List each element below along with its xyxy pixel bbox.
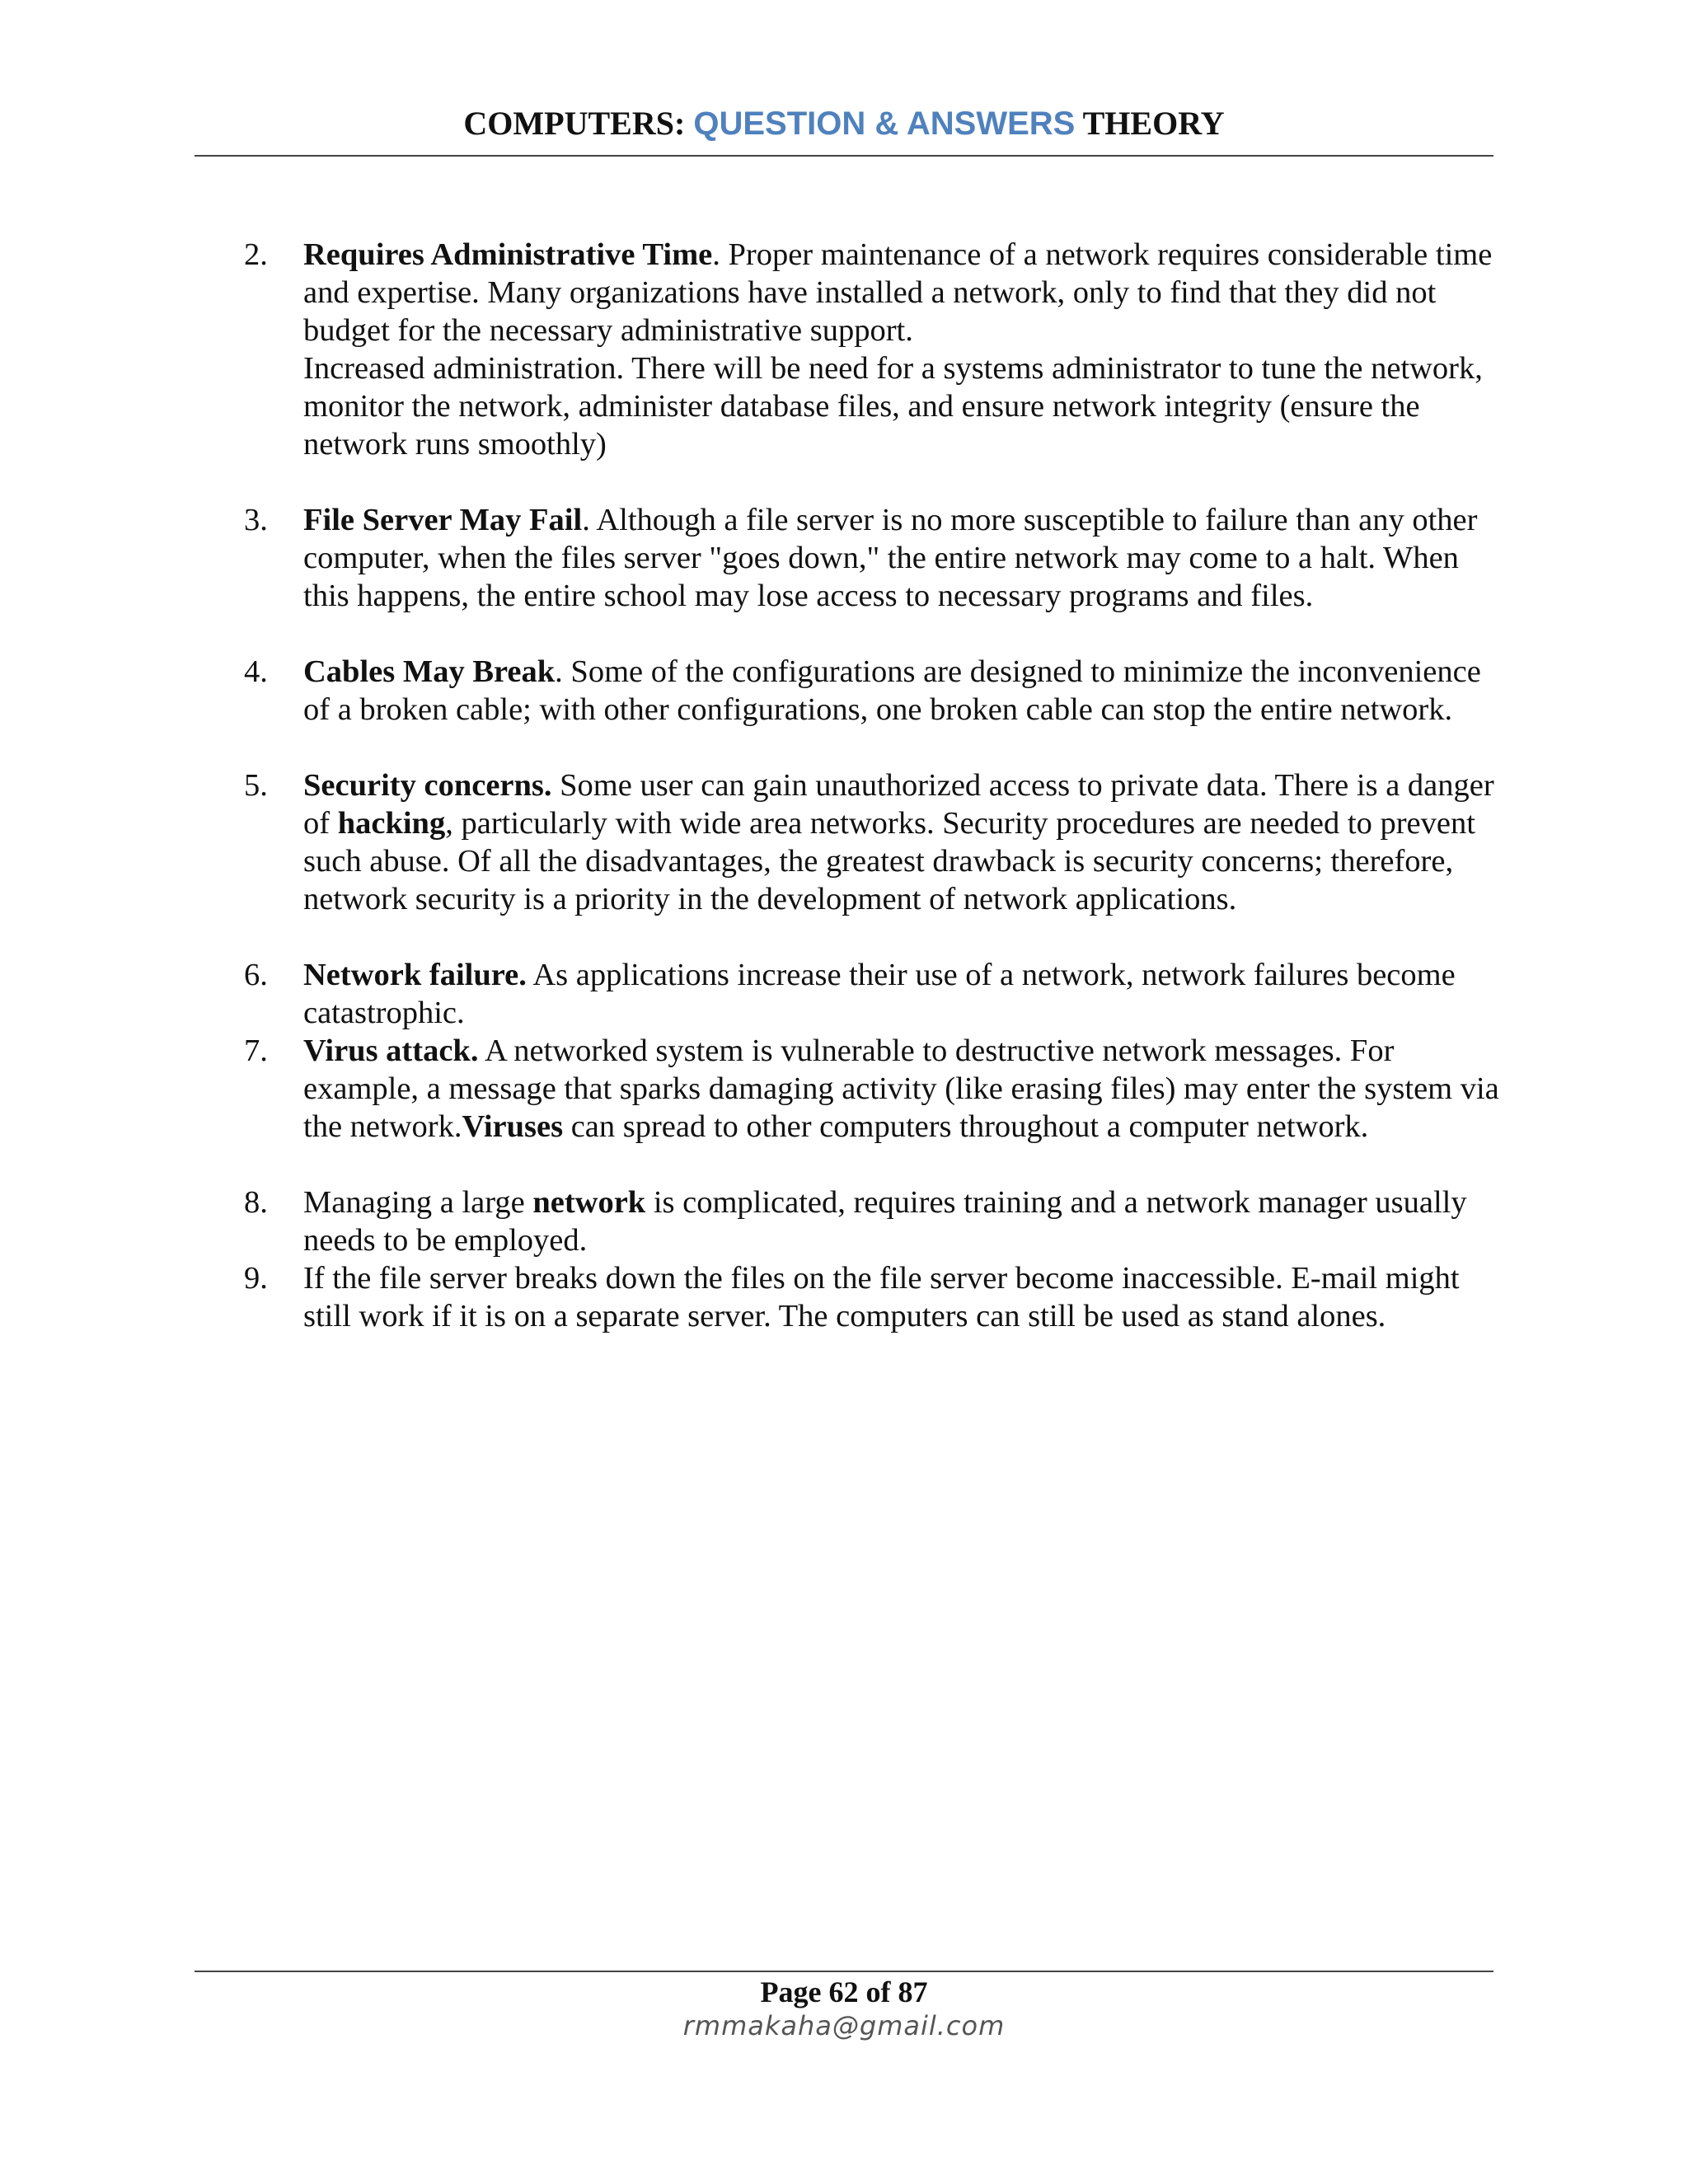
item-text: Managing a large network is complicated, requires training and a network manager usually needs to be employed.	[303, 1185, 1467, 1258]
item-heading: Virus attack.	[303, 1033, 479, 1068]
item-number: 4.	[244, 654, 268, 689]
item-number: 3.	[244, 503, 268, 537]
item-text: Security concerns. Some user can gain unauthorized access to private data. There is a danger of hacking, particularly with wide area networks. Security procedures are needed to prevent such abuse. Of all the disadvantages, the greatest drawback is security concerns; therefore, network security is a priority in the development of network applications.	[303, 768, 1494, 916]
item-heading: Network failure.	[303, 958, 527, 992]
item-number: 6.	[244, 958, 268, 992]
item-number: 9.	[244, 1261, 268, 1296]
list-item	[244, 1032, 1505, 1146]
item-number: 7.	[244, 1033, 268, 1068]
item-heading: Requires Administrative Time	[303, 237, 713, 272]
item-number: 8.	[244, 1185, 268, 1220]
list-item	[244, 1183, 1505, 1259]
item-heading: Cables May Break	[303, 654, 556, 689]
list-item	[244, 766, 1505, 918]
list-item	[244, 1259, 1505, 1335]
list-item	[244, 236, 1505, 463]
item-text: File Server May Fail. Although a file server is no more susceptible to failure than any other computer, when the files server "goes down," the entire network may come to a halt. When this happens, the entire school may lose access to necessary programs and files.	[303, 503, 1478, 613]
header-separator: :	[674, 105, 694, 142]
document-body	[244, 236, 1505, 1335]
item-text: Network failure. As applications increase their use of a network, network failures become catastrophic.	[303, 958, 1456, 1030]
item-text: Virus attack. A networked system is vulnerable to destructive network messages. For example, a message that sparks damaging activity (like erasing files) may enter the system via the network.Viruses can spread to other computers throughout a computer network.	[303, 1033, 1499, 1144]
item-heading: Security concerns.	[303, 768, 552, 803]
item-number: 2.	[244, 237, 268, 272]
header-title: COMPUTERS	[463, 105, 674, 142]
item-text: Requires Administrative Time. Proper maintenance of a network requires considerable time and expertise. Many organizations have installed a network, only to find that they did not budget for the necessary administrative support.	[303, 237, 1493, 348]
item-heading: File Server May Fail	[303, 503, 583, 537]
item-text: Cables May Break. Some of the configurations are designed to minimize the inconvenience of a broken cable; with other configurations, one broken cable can stop the entire network.	[303, 654, 1481, 727]
footer-email: rmmakaha@gmail.com	[682, 2010, 1006, 2041]
list-item	[244, 501, 1505, 615]
item-emphasis: network	[532, 1185, 646, 1220]
item-text-continued: Increased administration. There will be need for a systems administrator to tune the network, monitor the network, administer database files, and ensure network integrity (ensure the network runs smoothly)	[303, 351, 1483, 462]
item-emphasis: hacking	[337, 806, 446, 841]
page-number: Page 62 of 87	[760, 1975, 928, 2008]
list-item	[244, 653, 1505, 729]
item-emphasis: Viruses	[462, 1109, 564, 1144]
header-divider	[195, 155, 1493, 157]
item-text: If the file server breaks down the files on the file server become inaccessible. E-mail might still work if it is on a separate server. The computers can still be used as stand alones.	[303, 1261, 1460, 1333]
item-number: 5.	[244, 768, 268, 803]
header-subtitle: THEORY	[1075, 105, 1225, 142]
page-header	[195, 101, 1493, 147]
list-item	[244, 956, 1505, 1032]
header-accent-title: QUESTION & ANSWERS	[693, 105, 1076, 142]
